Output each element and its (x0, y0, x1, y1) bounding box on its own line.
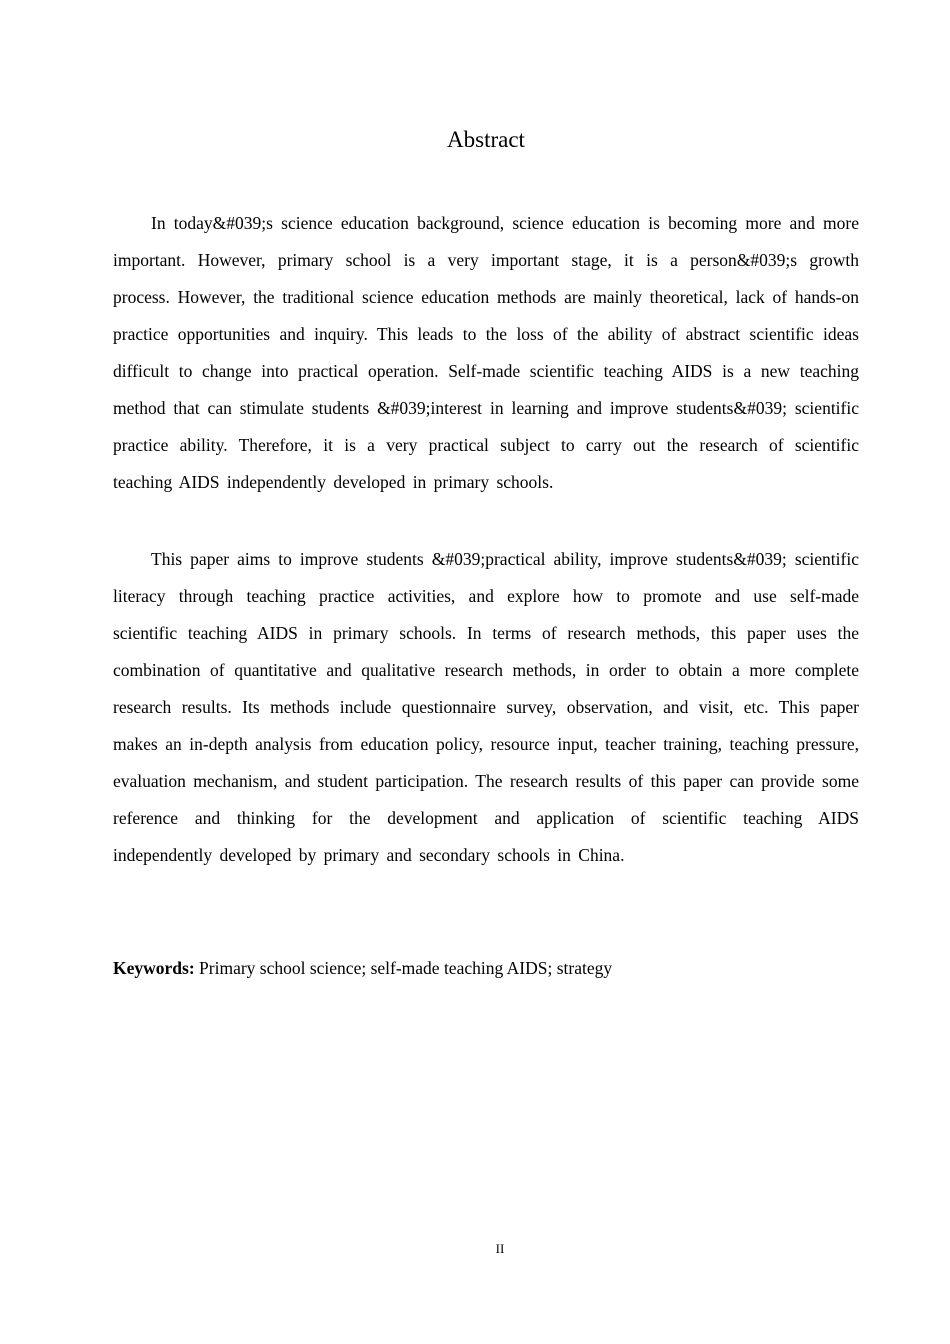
abstract-title: Abstract (447, 127, 525, 152)
abstract-paragraph-2: This paper aims to improve students &#039;practical ability, improve students&#039; scientific literacy through teaching practice activities, and explore how to promote and use self-made scientific teaching AIDS in primary schools. In terms of research methods, this paper uses the combination of quantitative and qualitative research methods, in order to obtain a more complete research results. Its methods include questionnaire survey, observation, and visit, etc. This paper makes an in-depth analysis from education policy, resource input, teacher training, teaching pressure, evaluation mechanism, and student participation. The research results of this paper can provide some reference and thinking for the development and application of scientific teaching AIDS independently developed by primary and secondary schools in China. (113, 549, 859, 865)
page-number: II (495, 1241, 505, 1256)
keywords-label: Keywords: (113, 958, 200, 978)
keywords-value: Primary school science; self-made teaching AIDS; strategy (199, 958, 613, 978)
abstract-paragraph-1: In today&#039;s science education background, science education is becoming more and more important. However, primary school is a very important stage, it is a person&#039;s growth process. However, the traditional science education methods are mainly theoretical, lack of hands-on practice opportunities and inquiry. This leads to the loss of the ability of abstract scientific ideas difficult to change into practical operation. Self-made scientific teaching AIDS is a new teaching method that can stimulate students &#039;interest in learning and improve students&#039; scientific practice ability. Therefore, it is a very practical subject to carry out the research of scientific teaching AIDS independently developed in primary schools. (113, 213, 859, 492)
keywords-line (113, 955, 859, 981)
